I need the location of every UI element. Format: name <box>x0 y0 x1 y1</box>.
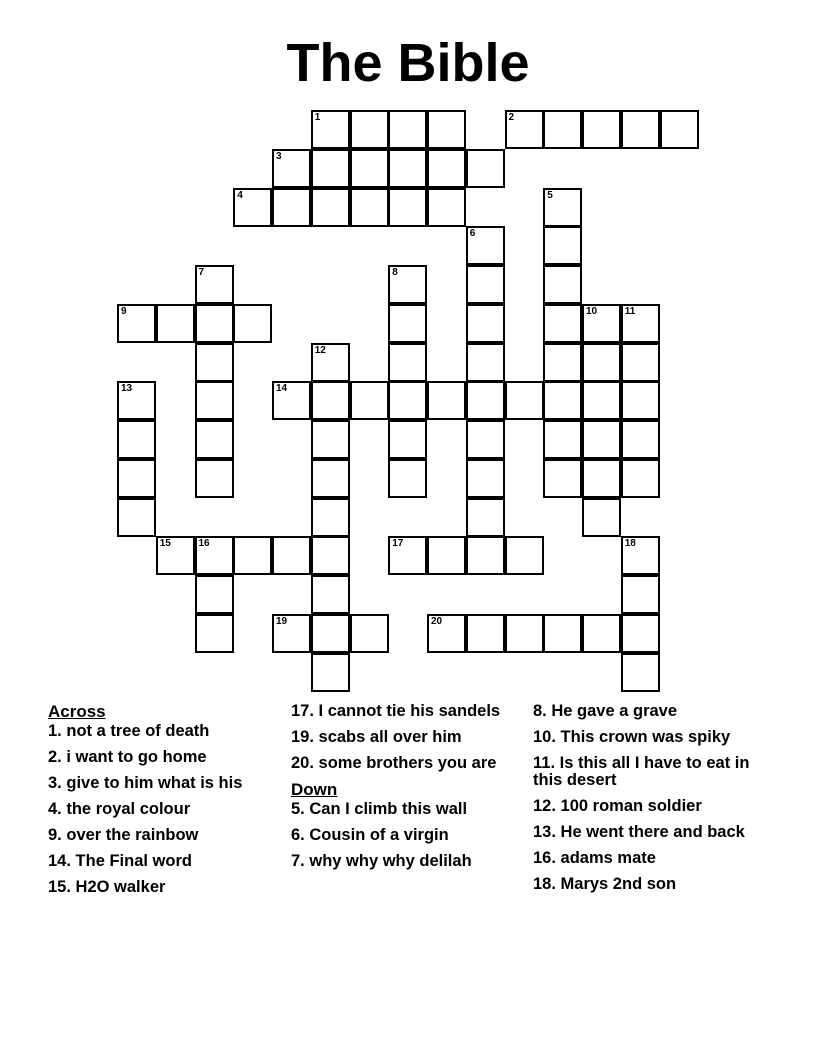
clue-down-5: 5. Can I climb this wall <box>291 800 468 818</box>
grid-cell[interactable] <box>195 575 234 614</box>
grid-cell[interactable] <box>311 575 350 614</box>
clue-down-18: 18. Marys 2nd son <box>533 875 677 893</box>
grid-cell[interactable] <box>311 188 350 227</box>
grid-cell[interactable] <box>505 536 544 575</box>
grid-cell[interactable] <box>311 498 350 537</box>
grid-cell[interactable] <box>388 188 427 227</box>
clue-across-1: 1. not a tree of death <box>48 722 210 740</box>
grid-cell[interactable] <box>195 459 234 498</box>
grid-cell[interactable] <box>388 343 427 382</box>
grid-cell[interactable] <box>621 614 660 653</box>
grid-cell[interactable] <box>195 614 234 653</box>
grid-cell[interactable] <box>350 614 389 653</box>
grid-cell[interactable] <box>350 110 389 149</box>
grid-cell[interactable] <box>621 110 660 149</box>
grid-cell[interactable] <box>272 188 311 227</box>
grid-cell[interactable] <box>582 381 621 420</box>
grid-cell[interactable] <box>466 536 505 575</box>
grid-cell[interactable] <box>543 343 582 382</box>
grid-cell[interactable] <box>388 459 427 498</box>
clue-across-15: 15. H2O walker <box>48 878 166 896</box>
grid-cell[interactable] <box>311 110 350 149</box>
clue-across-2: 2. i want to go home <box>48 748 207 766</box>
grid-cell[interactable] <box>427 381 466 420</box>
grid-cell[interactable] <box>388 381 427 420</box>
clue-across-4: 4. the royal colour <box>48 800 191 818</box>
grid-cell[interactable] <box>427 188 466 227</box>
grid-cell[interactable] <box>311 343 350 382</box>
grid-cell[interactable] <box>543 188 582 227</box>
clue-number: 16 <box>198 538 210 550</box>
grid-cell[interactable] <box>233 536 272 575</box>
clue-number: 19 <box>276 615 288 627</box>
grid-cell[interactable] <box>195 381 234 420</box>
grid-cell[interactable] <box>156 304 195 343</box>
grid-cell[interactable] <box>311 614 350 653</box>
clue-column-1 <box>48 703 288 905</box>
grid-cell[interactable] <box>195 265 234 304</box>
grid-cell[interactable] <box>466 459 505 498</box>
grid-cell[interactable] <box>582 498 621 537</box>
grid-cell[interactable] <box>195 420 234 459</box>
grid-cell[interactable] <box>466 149 505 188</box>
grid-cell[interactable] <box>427 149 466 188</box>
clue-number: 13 <box>121 383 133 395</box>
grid-cell[interactable] <box>582 420 621 459</box>
grid-cell[interactable] <box>466 304 505 343</box>
grid-cell[interactable] <box>466 420 505 459</box>
puzzle-title: The Bible <box>286 33 530 93</box>
grid-cell[interactable] <box>195 304 234 343</box>
clue-down-6: 6. Cousin of a virgin <box>291 826 449 844</box>
grid-cell[interactable] <box>466 614 505 653</box>
grid-cell[interactable] <box>582 110 621 149</box>
grid-cell[interactable] <box>621 420 660 459</box>
grid-cell[interactable] <box>311 381 350 420</box>
grid-cell[interactable] <box>582 304 621 343</box>
grid-cell[interactable] <box>388 110 427 149</box>
grid-cell[interactable] <box>272 536 311 575</box>
grid-cell[interactable] <box>466 265 505 304</box>
grid-cell[interactable] <box>505 614 544 653</box>
clue-across-9: 9. over the rainbow <box>48 826 199 844</box>
grid-cell[interactable] <box>582 343 621 382</box>
clue-number: 7 <box>198 267 205 278</box>
grid-cell[interactable] <box>233 304 272 343</box>
grid-cell[interactable] <box>543 265 582 304</box>
grid-cell[interactable] <box>272 149 311 188</box>
grid-cell[interactable] <box>427 614 466 653</box>
grid-cell[interactable] <box>272 614 311 653</box>
grid-cell[interactable] <box>621 381 660 420</box>
grid-cell[interactable] <box>195 343 234 382</box>
clue-down-11: 11. Is this all I have to eat in this desert <box>533 754 750 789</box>
grid-cell[interactable] <box>117 381 156 420</box>
grid-cell[interactable] <box>543 420 582 459</box>
grid-cell[interactable] <box>117 304 156 343</box>
clue-number: 17 <box>392 538 404 550</box>
clue-number: 10 <box>586 305 598 317</box>
grid-cell[interactable] <box>156 536 195 575</box>
grid-cell[interactable] <box>388 265 427 304</box>
clue-across-20: 20. some brothers you are <box>291 754 497 772</box>
grid-cell[interactable] <box>621 536 660 575</box>
grid-cell[interactable] <box>621 575 660 614</box>
grid-cell[interactable] <box>388 149 427 188</box>
clue-number: 6 <box>469 228 476 240</box>
clue-down-13: 13. He went there and back <box>533 823 745 841</box>
grid-cell[interactable] <box>621 653 660 692</box>
grid-cell[interactable] <box>117 420 156 459</box>
grid-cell[interactable] <box>117 498 156 537</box>
clue-column-2 <box>291 703 531 879</box>
clue-number: 4 <box>237 189 243 201</box>
clue-number: 2 <box>508 112 515 123</box>
grid-cell[interactable] <box>621 343 660 382</box>
grid-cell[interactable] <box>233 188 272 227</box>
grid-cell[interactable] <box>311 420 350 459</box>
grid-cell[interactable] <box>466 498 505 537</box>
grid-cell[interactable] <box>350 381 389 420</box>
clue-number: 8 <box>392 267 398 278</box>
clue-across-3: 3. give to him what is his <box>48 774 243 792</box>
grid-cell[interactable] <box>427 536 466 575</box>
grid-cell[interactable] <box>388 420 427 459</box>
grid-cell[interactable] <box>505 110 544 149</box>
clue-number: 1 <box>314 112 321 123</box>
grid-cell[interactable] <box>543 381 582 420</box>
grid-cell[interactable] <box>466 226 505 265</box>
clue-across-14: 14. The Final word <box>48 852 192 870</box>
grid-cell[interactable] <box>311 653 350 692</box>
clue-number: 18 <box>624 538 636 550</box>
clue-down-8: 8. He gave a grave <box>533 702 678 720</box>
clue-across-19: 19. scabs all over him <box>291 728 462 746</box>
grid-cell[interactable] <box>388 304 427 343</box>
grid-cell[interactable] <box>582 614 621 653</box>
grid-cell[interactable] <box>621 459 660 498</box>
clue-column-3 <box>533 703 773 902</box>
clue-number: 3 <box>276 150 282 162</box>
down-heading: Down <box>291 780 338 799</box>
grid-cell[interactable] <box>350 188 389 227</box>
grid-cell[interactable] <box>543 110 582 149</box>
clue-across-17: 17. I cannot tie his sandels <box>291 702 501 720</box>
grid-cell[interactable] <box>582 459 621 498</box>
clue-number: 5 <box>547 189 553 201</box>
grid-cell[interactable] <box>272 381 311 420</box>
grid-cell[interactable] <box>543 614 582 653</box>
clue-down-7: 7. why why why delilah <box>291 852 472 870</box>
clue-number: 20 <box>431 615 443 627</box>
grid-cell[interactable] <box>350 149 389 188</box>
grid-cell[interactable] <box>543 459 582 498</box>
grid-cell[interactable] <box>117 459 156 498</box>
grid-cell[interactable] <box>466 343 505 382</box>
grid-cell[interactable] <box>466 381 505 420</box>
grid-cell[interactable] <box>195 536 234 575</box>
grid-cell[interactable] <box>311 459 350 498</box>
clue-down-12: 12. 100 roman soldier <box>533 797 702 815</box>
clue-down-16: 16. adams mate <box>533 849 656 867</box>
clue-number: 15 <box>159 538 171 550</box>
grid-cell[interactable] <box>311 149 350 188</box>
grid-cell[interactable] <box>388 536 427 575</box>
clue-down-10: 10. This crown was spiky <box>533 728 731 746</box>
grid-cell[interactable] <box>427 110 466 149</box>
grid-cell[interactable] <box>543 304 582 343</box>
grid-cell[interactable] <box>311 536 350 575</box>
clue-number: 9 <box>121 305 127 317</box>
grid-cell[interactable] <box>543 226 582 265</box>
grid-cell[interactable] <box>660 110 699 149</box>
clue-number: 12 <box>314 344 326 356</box>
grid-cell[interactable] <box>505 381 544 420</box>
clue-number: 14 <box>276 383 288 395</box>
grid-cell[interactable] <box>621 304 660 343</box>
across-heading: Across <box>48 702 106 721</box>
clue-number: 11 <box>624 305 636 317</box>
